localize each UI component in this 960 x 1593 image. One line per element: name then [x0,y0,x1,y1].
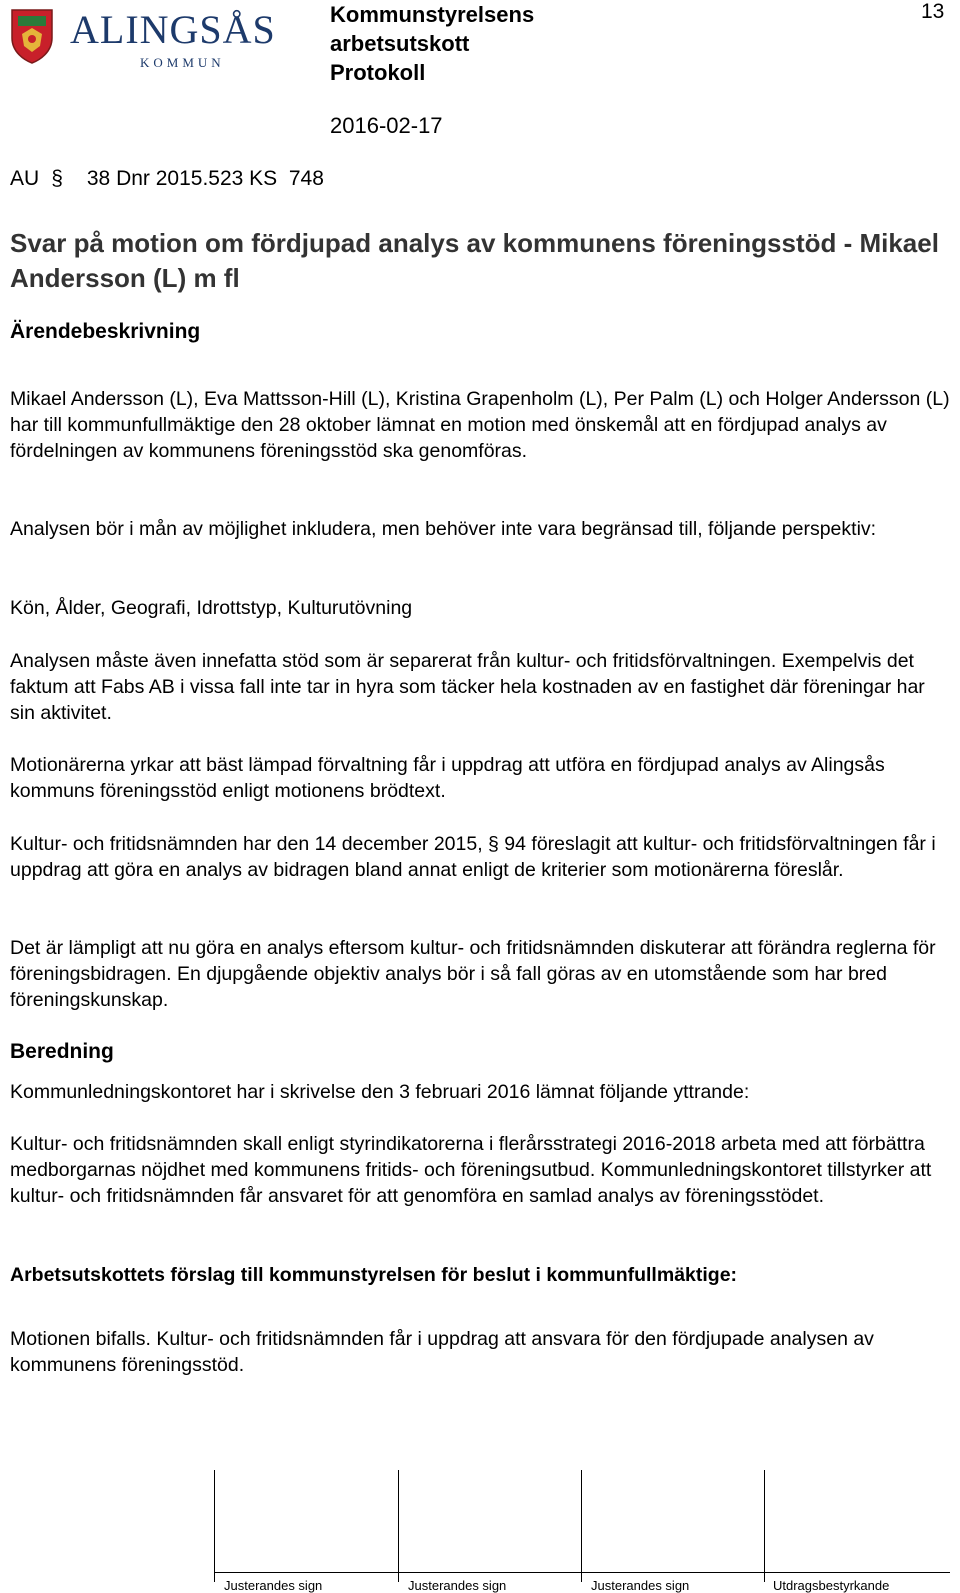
body-paragraph: Motionärerna yrkar att bäst lämpad förvaltning får i uppdrag att utföra en fördjupad analys av Alingsås kommuns föreningsstöd enligt motionens brödtext. [10,754,885,802]
beredning-heading: Beredning [10,1040,114,1063]
paragraph-number-dnr: 38 Dnr 2015.523 KS [86,167,278,190]
signature-label: Utdragsbestyrkande [773,1578,890,1593]
description-heading: Ärendebeskrivning [10,320,201,343]
section-symbol: § [51,167,63,190]
committee-abbrev: AU [10,167,40,190]
document-title [330,0,534,87]
beredning-paragraph: Kultur- och fritidsnämnden skall enligt styrindikatorerna i flerårsstrategi 2016-2018 arbeta med att förbättra medborgarnas nöjdhet med kommunens fritids- och föreningsutbud. Kommunledningskontoret tillstyrker att kultur- och fritidsnämnden får ansvaret för att genomföra en samlad analys av föreningsstödet. [10,1133,932,1207]
signature-divider [398,1470,399,1582]
signature-label: Justerandes sign [408,1578,507,1593]
signature-baseline [214,1572,950,1573]
signature-divider [764,1470,765,1582]
body-paragraph: Kön, Ålder, Geografi, Idrottstyp, Kulturutövning [10,597,413,619]
body-paragraph: Kultur- och fritidsnämnden har den 14 december 2015, § 94 föreslagit att kultur- och fritidsförvaltningen får i uppdrag att göra en analys av bidragen bland annat enligt de kriterier som motionärerna föreslår. [10,833,936,881]
municipality-logo [10,6,295,68]
meeting-date: 2016-02-17 [330,113,443,138]
page-number: 13 [921,0,945,23]
body-paragraph: Det är lämpligt att nu göra en analys eftersom kultur- och fritidsnämnden diskuterar att förändra reglerna för föreningsbidragen. En djupgående objektiv analys bör i så fall göras av en utomstående som har bred föreningskunskap. [10,937,936,1011]
signature-divider [581,1470,582,1582]
paragraph-identifier [10,167,324,191]
coat-of-arms-icon [10,8,54,64]
logo-subtitle: KOMMUN [140,55,225,70]
title-line-1: Kommunstyrelsens [330,2,535,27]
proposal-heading: Arbetsutskottets förslag till kommunstyrelsen för beslut i kommunfullmäktige: [10,1264,738,1286]
signature-label: Justerandes sign [224,1578,323,1593]
beredning-paragraph: Kommunledningskontoret har i skrivelse den 3 februari 2016 lämnat följande yttrande: [10,1081,750,1103]
proposal-text: Motionen bifalls. Kultur- och fritidsnämnden får i uppdrag att ansvara för den fördjupade analysen av kommunens föreningsstöd. [10,1328,874,1376]
title-line-2: arbetsutskott [330,31,470,56]
body-paragraph: Mikael Andersson (L), Eva Mattsson-Hill (L), Kristina Grapenholm (L), Per Palm (L) och Holger Andersson (L) har till kommunfullmäktige den 28 oktober lämnat en motion med önskemål att en fördjupad analys av fördelningen av kommunens föreningsstöd ska genomföras. [10,388,950,462]
logo-wordmark: ALINGSÅS [70,7,276,52]
title-line-3: Protokoll [330,60,426,85]
body-paragraph: Analysen bör i mån av möjlighet inkludera, men behöver inte vara begränsad till, följande perspektiv: [10,518,877,540]
signature-divider [214,1470,215,1582]
signature-label: Justerandes sign [591,1578,690,1593]
body-paragraph: Analysen måste även innefatta stöd som är separerat från kultur- och fritidsförvaltningen. Exempelvis det faktum att Fabs AB i vissa fall inte tar in hyra som täcker hela kostnaden av en fastighet där föreningar har sin aktivitet. [10,650,925,724]
case-heading: Svar på motion om fördjupad analys av kommunens föreningsstöd - Mikael Andersson (L) m fl [10,228,939,293]
case-number: 748 [288,167,324,190]
